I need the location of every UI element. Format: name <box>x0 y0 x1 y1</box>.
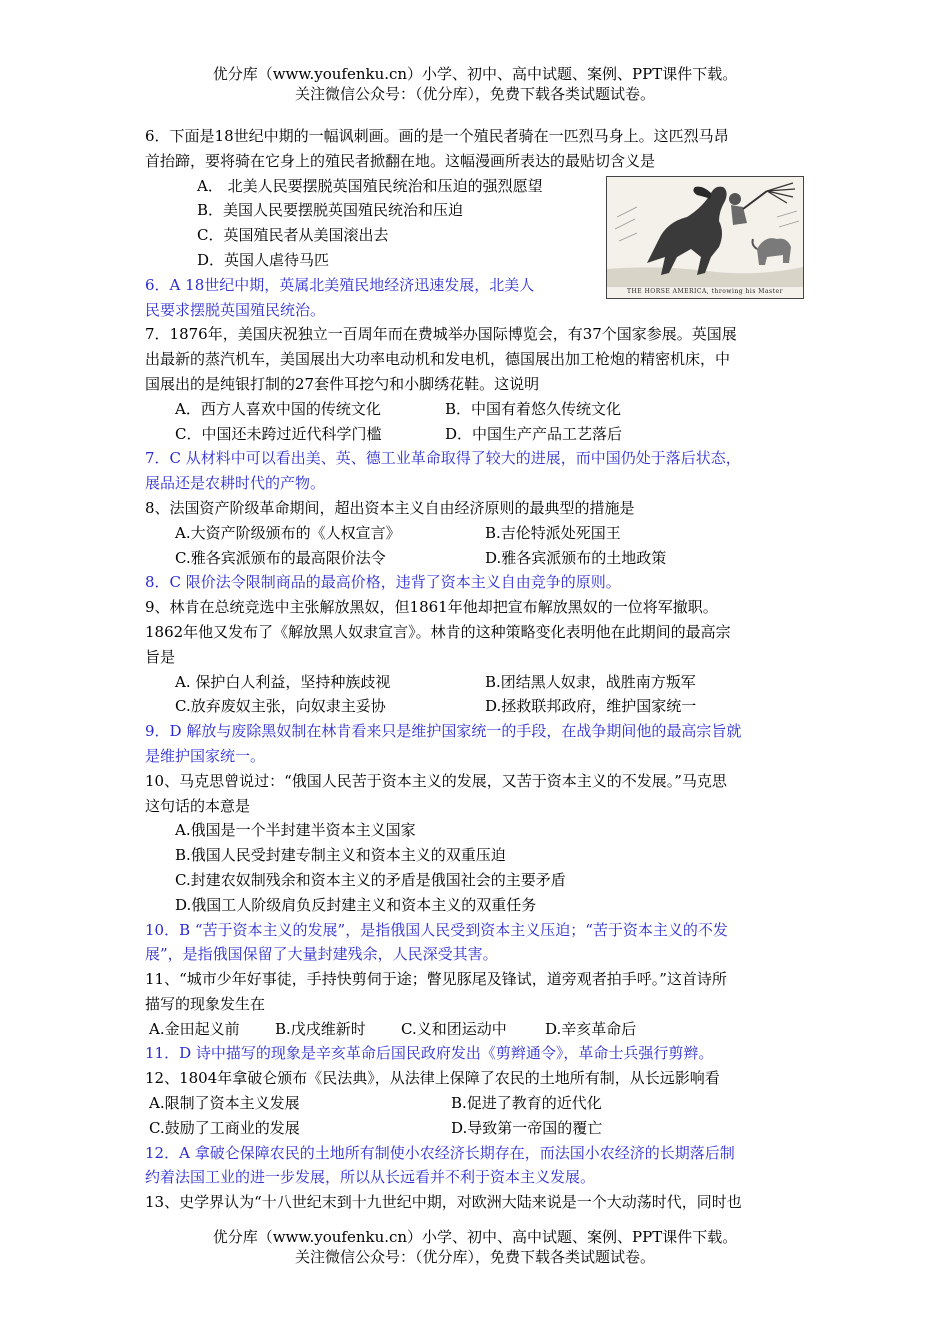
q8-options-row-1 <box>145 521 810 546</box>
q7-option-d: D．中国生产产品工艺落后 <box>445 424 623 443</box>
q12-stem-line-1: 12、1804年拿破仑颁布《民法典》，从法律上保障了农民的土地所有制，从长远影响看 <box>145 1069 720 1088</box>
q11-option-a: A.金田起义前 <box>149 1019 240 1038</box>
q7-options-row-1 <box>145 397 810 422</box>
q6-stem-line-1: 6．下面是18世纪中期的一幅讽刺画。画的是一个殖民者骑在一匹烈马身上。这匹烈马昂 <box>145 127 729 145</box>
q10-stem-line-2: 这句话的本意是 <box>145 796 251 815</box>
q11-option-d: D.辛亥革命后 <box>545 1019 637 1038</box>
q9-option-d: D.拯救联邦政府，维护国家统一 <box>485 697 697 716</box>
q7-answer-line-2: 展品还是农耕时代的产物。 <box>145 474 326 493</box>
q7-option-b: B．中国有着悠久传统文化 <box>445 399 622 418</box>
q8-option-d: D.雅各宾派颁布的土地政策 <box>485 548 667 567</box>
q6-option-a: A． 北美人民要摆脱英国殖民统治和压迫的强烈愿望 <box>197 176 543 195</box>
q11-option-c: C.义和团运动中 <box>401 1019 507 1038</box>
q10-option-d: D.俄国工人阶级肩负反封建主义和资本主义的双重任务 <box>175 895 537 914</box>
q12-option-a: A.限制了资本主义发展 <box>149 1094 300 1113</box>
q10-option-a: A.俄国是一个半封建半资本主义国家 <box>175 821 416 840</box>
q11-answer-line-1: 11．D 诗中描写的现象是辛亥革命后国民政府发出《剪辫通令》，革命士兵强行剪辫。 <box>145 1044 714 1063</box>
q7-stem-line-2: 出最新的蒸汽机车，美国展出大功率电动机和发电机，德国展出加工枪炮的精密机床，中 <box>145 350 731 369</box>
q13-stem-line-1: 13、史学界认为“十八世纪末到十九世纪中期，对欧洲大陆来说是一个大动荡时代，同时也 <box>145 1193 742 1212</box>
q12-option-c: C.鼓励了工商业的发展 <box>149 1118 300 1137</box>
footer-line-2: 关注微信公众号：（优分库），免费下载各类试题试卷。 <box>294 1248 655 1266</box>
q7-answer-line-1: 7．C 从材料中可以看出美、英、德工业革命取得了较大的进展，而中国仍处于落后状态， <box>145 449 741 468</box>
q7-options-row-2 <box>145 422 810 447</box>
q8-options-row-2 <box>145 546 810 571</box>
q9-options-row-1 <box>145 670 810 695</box>
q6-option-d: D．英国人虐待马匹 <box>197 250 330 269</box>
q8-answer-line-1: 8．C 限价法令限制商品的最高价格，违背了资本主义自由竞争的原则。 <box>145 573 621 592</box>
q9-answer-line-2: 是维护国家统一。 <box>145 746 266 765</box>
header-line-2: 关注微信公众号：（优分库），免费下载各类试题试卷。 <box>294 85 655 103</box>
question-content <box>145 124 810 1215</box>
q12-answer-line-2: 约着法国工业的进一步发展，所以从长远看并不利于资本主义发展。 <box>145 1168 596 1187</box>
q9-stem-line-1: 9、林肯在总统竞选中主张解放黑奴，但1861年他却把宣布解放黑奴的一位将军撤职。 <box>145 598 718 617</box>
q10-option-c: C.封建农奴制残余和资本主义的矛盾是俄国社会的主要矛盾 <box>175 870 566 889</box>
q11-options-row <box>145 1017 810 1042</box>
q9-stem-line-3: 旨是 <box>145 647 176 666</box>
q6-answer-line-1: 6．A 18世纪中期，英属北美殖民地经济迅速发展，北美人 <box>145 275 535 294</box>
q12-option-d: D.导致第一帝国的覆亡 <box>451 1118 603 1137</box>
q10-answer-line-2: 展”，是指俄国保留了大量封建残余，人民深受其害。 <box>145 945 498 964</box>
page-footer <box>0 1227 950 1267</box>
q11-stem-line-1: 11、“城市少年好事徒，手持快剪伺于途；瞥见豚尾及锋试，道旁观者拍手呼。”这首诗所 <box>145 970 727 989</box>
q9-stem-line-2: 1862年他又发布了《解放黑人奴隶宣言》。林肯的这种策略变化表明他在此期间的最高宗 <box>145 622 731 641</box>
q6-answer-line-2: 民要求摆脱英国殖民统治。 <box>145 300 326 319</box>
q12-options-row-1 <box>145 1091 810 1116</box>
q9-option-b: B.团结黑人奴隶，战胜南方叛军 <box>485 672 696 691</box>
q7-option-a: A．西方人喜欢中国的传统文化 <box>175 399 381 418</box>
q9-options-row-2 <box>145 694 810 719</box>
header-line-1: 优分库（www.youfenku.cn）小学、初中、高中试题、案例、PPT课件下载。 <box>212 65 738 83</box>
q10-option-b: B.俄国人民受封建专制主义和资本主义的双重压迫 <box>175 846 506 865</box>
q7-stem-line-1: 7．1876年，美国庆祝独立一百周年而在费城举办国际博览会，有37个国家参展。英国展 <box>145 325 737 344</box>
q6-stem-line-2: 首抬蹄，要将骑在它身上的殖民者掀翻在地。这幅漫画所表达的最贴切含义是 <box>145 151 656 170</box>
q10-stem-line-1: 10、马克思曾说过：“俄国人民苦于资本主义的发展，又苦于资本主义的不发展。”马克思 <box>145 771 727 790</box>
q8-option-b: B.吉伦特派处死国王 <box>485 523 621 542</box>
page-header <box>0 64 950 104</box>
q12-options-row-2 <box>145 1116 810 1141</box>
q11-stem-line-2: 描写的现象发生在 <box>145 994 266 1013</box>
q8-option-a: A.大资产阶级颁布的《人权宣言》 <box>175 523 401 542</box>
q6-option-b: B．美国人民要摆脱英国殖民统治和压迫 <box>197 201 464 220</box>
cartoon-caption: THE HORSE AMERICA, throwing his Master <box>627 288 783 295</box>
q7-option-c: C．中国还未跨过近代科学门槛 <box>175 424 382 443</box>
q9-option-c: C.放弃废奴主张，向奴隶主妥协 <box>175 697 386 716</box>
footer-line-1: 优分库（www.youfenku.cn）小学、初中、高中试题、案例、PPT课件下载。 <box>212 1228 738 1246</box>
q12-answer-line-1: 12．A 拿破仑保障农民的土地所有制使小农经济长期存在，而法国小农经济的长期落后制 <box>145 1143 735 1162</box>
q8-option-c: C.雅各宾派颁布的最高限价法令 <box>175 548 386 567</box>
q9-answer-line-1: 9．D 解放与废除黑奴制在林肯看来只是维护国家统一的手段，在战争期间他的最高宗旨就 <box>145 722 742 741</box>
q7-stem-line-3: 国展出的是纯银打制的27套件耳挖勺和小脚绣花鞋。这说明 <box>145 374 540 393</box>
q11-option-b: B.戊戌维新时 <box>275 1019 366 1038</box>
q6-option-c: C．英国殖民者从美国滚出去 <box>197 226 389 245</box>
q8-stem-line-1: 8、法国资产阶级革命期间，超出资本主义自由经济原则的最典型的措施是 <box>145 498 635 517</box>
q12-option-b: B.促进了教育的近代化 <box>451 1094 602 1113</box>
q10-answer-line-1: 10．B “苦于资本主义的发展”，是指俄国人民受到资本主义压迫；“苦于资本主义的不发 <box>145 920 728 939</box>
q9-option-a: A. 保护白人利益，坚持种族歧视 <box>175 672 391 691</box>
